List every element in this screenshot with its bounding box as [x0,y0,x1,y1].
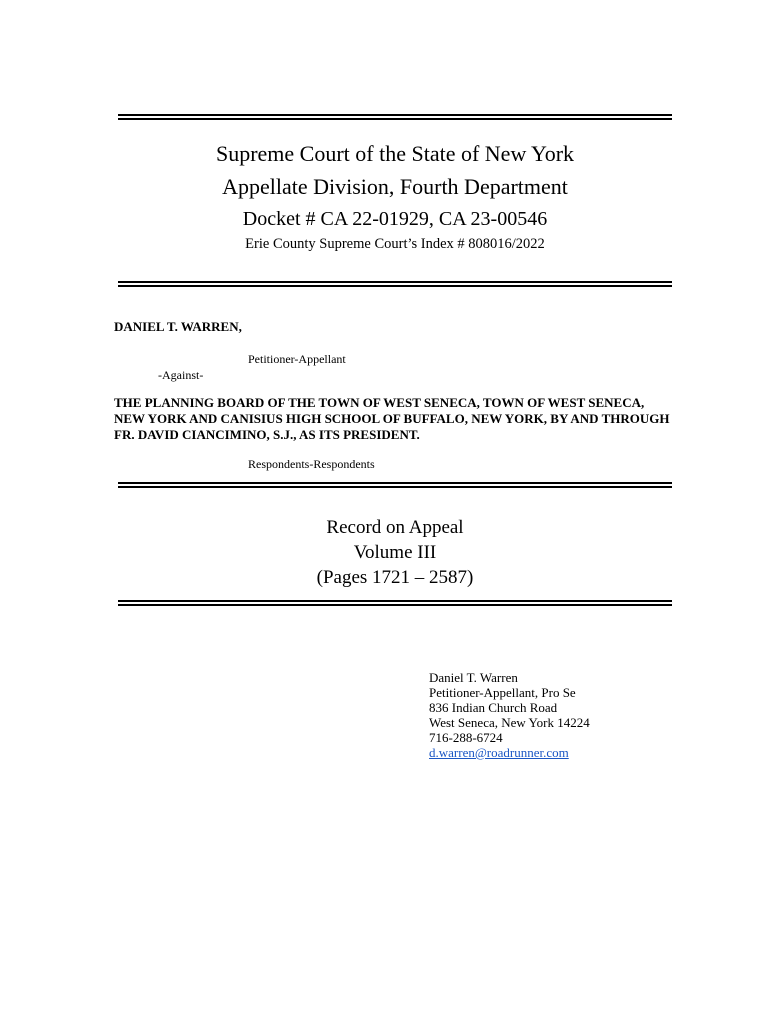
top-double-rule [118,114,672,120]
petitioner-name: DANIEL T. WARREN, [114,319,242,334]
contact-block [429,670,590,760]
contact-phone: 716-288-6724 [429,730,503,745]
caption-bottom-rule [118,482,672,488]
record-title: Record on Appeal [326,517,464,538]
header-bottom-rule [118,281,672,287]
record-bottom-rule [118,600,672,606]
court-division: Appellate Division, Fourth Department [222,174,568,199]
respondents-role: Respondents-Respondents [248,457,375,471]
record-pages: (Pages 1721 – 2587) [316,567,474,588]
contact-name: Daniel T. Warren [429,670,518,685]
petitioner-role: Petitioner-Appellant [248,352,346,366]
index-number: Erie County Supreme Court’s Index # 808016/2022 [245,236,545,252]
respondents-names: THE PLANNING BOARD OF THE TOWN OF WEST SENECA, TOWN OF WEST SENECA, NEW YORK AND CANISIUS HIGH SCHOOL OF BUFFALO, NEW YORK, BY AND THROUGH FR. DAVID CIANCIMINO, S.J., AS ITS PRESIDENT. [114,395,670,442]
docket-number: Docket # CA 22-01929, CA 23-00546 [242,208,548,230]
contact-email-link[interactable]: d.warren@roadrunner.com [429,745,569,760]
contact-role: Petitioner-Appellant, Pro Se [429,685,576,700]
against-label: -Against- [158,368,204,382]
contact-city: West Seneca, New York 14224 [429,715,590,730]
record-volume: Volume III [353,542,437,563]
contact-street: 836 Indian Church Road [429,700,558,715]
court-name: Supreme Court of the State of New York [215,141,575,166]
